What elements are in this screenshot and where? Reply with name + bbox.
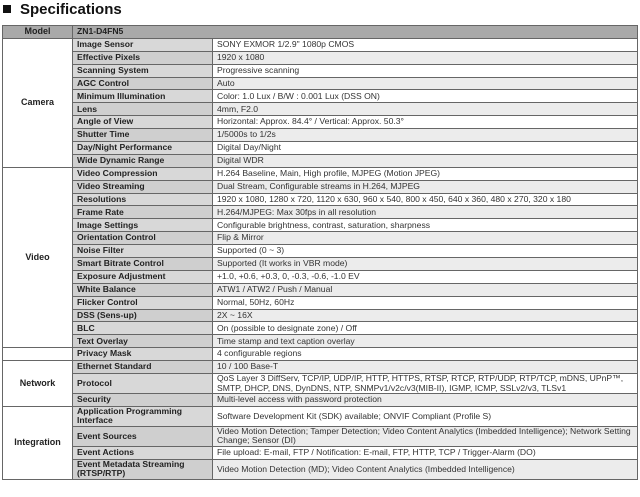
spec-row — [3, 406, 638, 426]
category-cell: Integration — [3, 406, 73, 479]
spec-label: Image Sensor — [73, 38, 213, 51]
spec-label: Event Sources — [73, 426, 213, 446]
spec-label: Video Compression — [73, 167, 213, 180]
page-title: Specifications — [20, 0, 122, 18]
spec-value: Dual Stream, Configurable streams in H.264, MJPEG — [213, 180, 638, 193]
model-value: ZN1-D4FN5 — [73, 26, 638, 39]
spec-label: Video Streaming — [73, 180, 213, 193]
spec-row — [3, 142, 638, 155]
spec-value: +1.0, +0.6, +0.3, 0, -0.3, -0.6, -1.0 EV — [213, 270, 638, 283]
spec-value: Flip & Mirror — [213, 232, 638, 245]
spec-label: Exposure Adjustment — [73, 270, 213, 283]
spec-row — [3, 245, 638, 258]
spec-row — [3, 129, 638, 142]
spec-value: H.264/MJPEG: Max 30fps in all resolution — [213, 206, 638, 219]
spec-row — [3, 270, 638, 283]
spec-value: 1920 x 1080 — [213, 51, 638, 64]
spec-label: Day/Night Performance — [73, 142, 213, 155]
spec-row — [3, 154, 638, 167]
spec-row — [3, 446, 638, 459]
spec-value: 1920 x 1080, 1280 x 720, 1120 x 630, 960 x 540, 800 x 450, 640 x 360, 480 x 270, 320 x 180 — [213, 193, 638, 206]
spec-value: 2X ~ 16X — [213, 309, 638, 322]
spec-value: Normal, 50Hz, 60Hz — [213, 296, 638, 309]
spec-row — [3, 459, 638, 479]
spec-label: Security — [73, 394, 213, 407]
spec-label: Event Actions — [73, 446, 213, 459]
spec-row — [3, 167, 638, 180]
spec-value: Auto — [213, 77, 638, 90]
spec-row — [3, 180, 638, 193]
spec-row — [3, 258, 638, 271]
spec-label: Wide Dynamic Range — [73, 154, 213, 167]
spec-label: Ethernet Standard — [73, 361, 213, 374]
spec-value: On (possible to designate zone) / Off — [213, 322, 638, 335]
spec-label: Frame Rate — [73, 206, 213, 219]
spec-value: Multi-level access with password protection — [213, 394, 638, 407]
spec-label: Text Overlay — [73, 335, 213, 348]
spec-label: Effective Pixels — [73, 51, 213, 64]
spec-row — [3, 394, 638, 407]
spec-row — [3, 51, 638, 64]
spec-label: Noise Filter — [73, 245, 213, 258]
spec-label: Shutter Time — [73, 129, 213, 142]
spec-value: Video Motion Detection (MD); Video Content Analytics (Imbedded Intelligence) — [213, 459, 638, 479]
spec-value: Digital Day/Night — [213, 142, 638, 155]
spec-label: Privacy Mask — [73, 348, 213, 361]
spec-value: SONY EXMOR 1/2.9" 1080p CMOS — [213, 38, 638, 51]
spec-value: H.264 Baseline, Main, High profile, MJPEG (Motion JPEG) — [213, 167, 638, 180]
spec-label: Application Programming Interface — [73, 406, 213, 426]
spec-label: Orientation Control — [73, 232, 213, 245]
spec-row — [3, 193, 638, 206]
category-cell: Camera — [3, 38, 73, 167]
section-title — [0, 0, 640, 20]
spec-row — [3, 374, 638, 394]
spec-value: ATW1 / ATW2 / Push / Manual — [213, 283, 638, 296]
spec-row — [3, 232, 638, 245]
category-cell — [3, 348, 73, 361]
spec-value: Color: 1.0 Lux / B/W : 0.001 Lux (DSS ON) — [213, 90, 638, 103]
square-bullet-icon — [3, 5, 11, 13]
spec-value: Supported (0 ~ 3) — [213, 245, 638, 258]
spec-label: Smart Bitrate Control — [73, 258, 213, 271]
spec-label: Flicker Control — [73, 296, 213, 309]
specifications-table — [2, 25, 638, 480]
spec-row — [3, 38, 638, 51]
category-cell: Video — [3, 167, 73, 347]
spec-row — [3, 64, 638, 77]
spec-row — [3, 426, 638, 446]
category-cell: Network — [3, 361, 73, 407]
spec-value: 1/5000s to 1/2s — [213, 129, 638, 142]
spec-label: Resolutions — [73, 193, 213, 206]
spec-row — [3, 219, 638, 232]
spec-label: Scanning System — [73, 64, 213, 77]
spec-label: White Balance — [73, 283, 213, 296]
spec-value: Horizontal: Approx. 84.4° / Vertical: Approx. 50.3° — [213, 116, 638, 129]
spec-label: Event Metadata Streaming (RTSP/RTP) — [73, 459, 213, 479]
spec-value: Progressive scanning — [213, 64, 638, 77]
spec-value: File upload: E-mail, FTP / Notification: E-mail, FTP, HTTP, TCP / Trigger-Alarm (DO) — [213, 446, 638, 459]
spec-label: Image Settings — [73, 219, 213, 232]
spec-value: Software Development Kit (SDK) available; ONVIF Compliant (Profile S) — [213, 406, 638, 426]
spec-row — [3, 309, 638, 322]
spec-value: QoS Layer 3 DiffServ, TCP/IP, UDP/IP, HTTP, HTTPS, RTSP, RTCP, RTP/UDP, RTP/TCP, mDNS, UPnP™, SMTP, DHCP, DNS, DynDNS, NTP, SNMPv1/v2c/v3(MIB-II), IGMP, ICMP, SSLv2/v3, TLSv1 — [213, 374, 638, 394]
spec-label: Minimum Illumination — [73, 90, 213, 103]
spec-row — [3, 90, 638, 103]
spec-row — [3, 283, 638, 296]
spec-row — [3, 116, 638, 129]
spec-label: DSS (Sens-up) — [73, 309, 213, 322]
spec-row — [3, 348, 638, 361]
spec-label: Angle of View — [73, 116, 213, 129]
spec-label: BLC — [73, 322, 213, 335]
spec-value: 4mm, F2.0 — [213, 103, 638, 116]
spec-value: Time stamp and text caption overlay — [213, 335, 638, 348]
model-label: Model — [3, 26, 73, 39]
spec-row — [3, 103, 638, 116]
spec-label: AGC Control — [73, 77, 213, 90]
spec-value: Configurable brightness, contrast, saturation, sharpness — [213, 219, 638, 232]
spec-value: 4 configurable regions — [213, 348, 638, 361]
spec-row — [3, 206, 638, 219]
spec-value: Digital WDR — [213, 154, 638, 167]
spec-row — [3, 296, 638, 309]
spec-row — [3, 335, 638, 348]
spec-row — [3, 322, 638, 335]
spec-value: Video Motion Detection; Tamper Detection; Video Content Analytics (Imbedded Intelligence); Network Setting Change; Sensor (DI) — [213, 426, 638, 446]
spec-value: 10 / 100 Base-T — [213, 361, 638, 374]
spec-label: Protocol — [73, 374, 213, 394]
spec-value: Supported (It works in VBR mode) — [213, 258, 638, 271]
spec-row — [3, 77, 638, 90]
model-row — [3, 26, 638, 39]
spec-row — [3, 361, 638, 374]
spec-label: Lens — [73, 103, 213, 116]
